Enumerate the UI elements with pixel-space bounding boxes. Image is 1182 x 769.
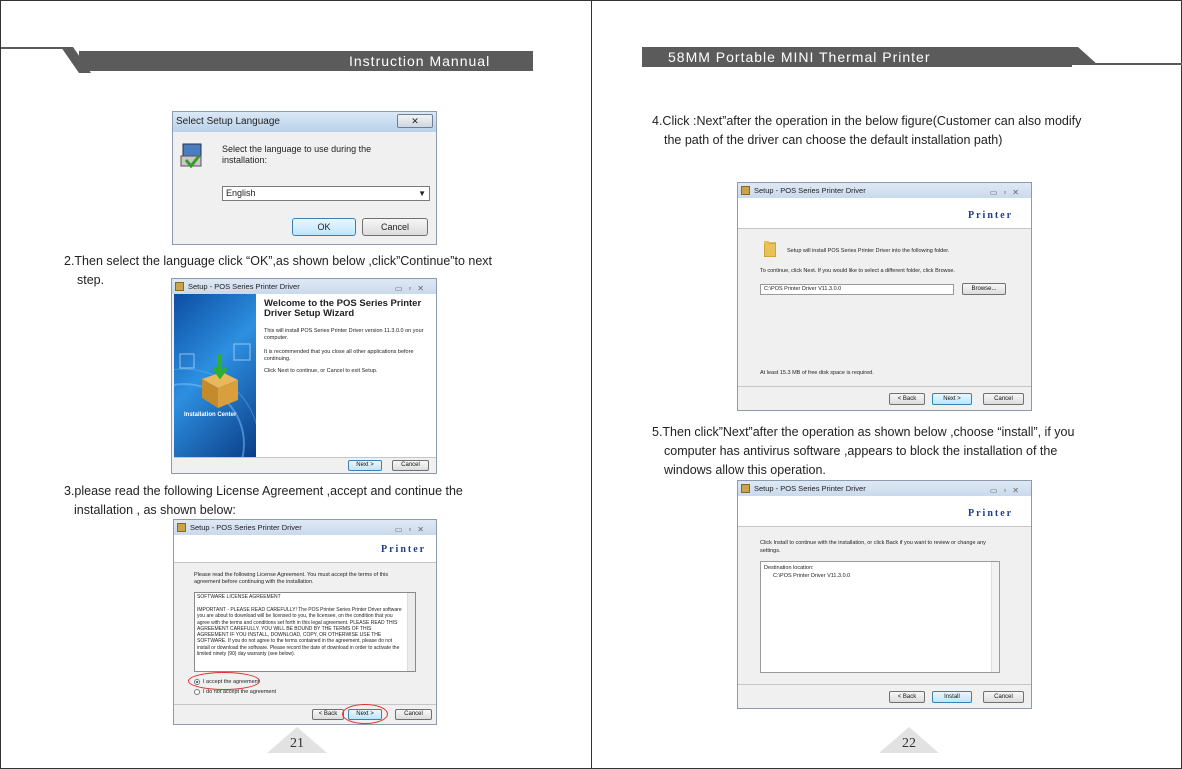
- welcome-heading: Welcome to the POS Series Printer Driver Setup Wizard: [264, 298, 422, 319]
- step-2-line-1: 2.Then select the language click “OK”,as shown below ,click”Continue”to next: [64, 254, 492, 268]
- license-textbox[interactable]: [194, 592, 416, 672]
- page-number-22: [879, 727, 939, 755]
- divider: [738, 228, 1031, 229]
- step-3-line-1: 3.please read the following License Agreement ,accept and continue the: [64, 484, 463, 498]
- folder-dialog-title: Setup - POS Series Printer Driver: [754, 186, 866, 195]
- close-icon[interactable]: ✕: [397, 114, 433, 128]
- back-button[interactable]: < Back: [889, 691, 925, 703]
- select-language-dialog: [172, 111, 437, 245]
- step-5-line-3: windows allow this operation.: [664, 463, 826, 477]
- step-4-line-1: 4.Click :Next”after the operation in the below figure(Customer can also modify: [652, 114, 1082, 128]
- step-2-line-2: step.: [77, 273, 105, 287]
- destination-label: Destination location:: [764, 565, 814, 571]
- divider: [738, 526, 1031, 527]
- back-button[interactable]: < Back: [889, 393, 925, 405]
- ready-msg: Click Install to continue with the installation, or click Back if you want to review or change any settings.: [760, 540, 986, 554]
- welcome-para-2: It is recommended that you close all other applications before continuing.: [264, 349, 414, 362]
- welcome-dialog-titlebar: [172, 279, 436, 294]
- divider: [174, 562, 436, 563]
- license-dialog: [173, 519, 437, 725]
- highlight-circle: [188, 672, 260, 690]
- welcome-dialog: [171, 278, 437, 474]
- back-button[interactable]: < Back: [312, 709, 344, 720]
- page-number-21: [267, 727, 327, 755]
- folder-dialog: [737, 182, 1032, 411]
- cancel-button[interactable]: Cancel: [983, 691, 1024, 703]
- window-controls-icon[interactable]: ▭▫✕: [394, 525, 430, 534]
- language-prompt: Select the language to use during the installation:: [222, 144, 372, 165]
- folder-icon: [764, 241, 776, 257]
- destination-path: C:\POS Printer Driver V11.3.0.0: [773, 573, 851, 579]
- language-select-value: English: [226, 188, 256, 198]
- setup-icon: [180, 142, 204, 170]
- install-folder-msg: Setup will install POS Series Printer Driver into the following folder.: [787, 248, 950, 254]
- welcome-para-1: This will install POS Series Printer Driver version 11.3.0.0 on your computer.: [264, 328, 424, 341]
- ready-dialog-title: Setup - POS Series Printer Driver: [754, 484, 866, 493]
- welcome-para-3: Click Next to continue, or Cancel to exit Setup.: [264, 368, 378, 374]
- license-scrollbar[interactable]: [407, 593, 415, 671]
- printer-brand-logo: Printer: [381, 544, 427, 555]
- cancel-button[interactable]: Cancel: [395, 709, 432, 720]
- next-button[interactable]: Next >: [932, 393, 972, 405]
- cancel-button[interactable]: Cancel: [362, 218, 428, 236]
- setup-app-icon: [741, 484, 750, 493]
- ready-dialog-titlebar: [738, 481, 1031, 496]
- step-5-line-2: computer has antivirus software ,appears to block the installation of the: [664, 444, 1058, 458]
- welcome-dialog-title: Setup - POS Series Printer Driver: [188, 282, 300, 291]
- window-controls-icon[interactable]: ▭▫✕: [394, 284, 430, 293]
- divider: [174, 704, 436, 705]
- wizard-side-panel: [174, 294, 256, 457]
- language-dialog-title: Select Setup Language: [176, 116, 280, 127]
- step-3-text: [64, 482, 544, 520]
- installation-center-label: Installation Center: [184, 412, 237, 418]
- step-5-text: [652, 423, 1172, 480]
- page-number-text: 22: [902, 736, 916, 751]
- step-4-line-2: the path of the driver can choose the default installation path): [664, 133, 1003, 147]
- continue-msg: To continue, click Next. If you would like to select a different folder, click Browse.: [760, 268, 955, 274]
- folder-dialog-titlebar: [738, 183, 1031, 198]
- license-dialog-title: Setup - POS Series Printer Driver: [190, 523, 302, 532]
- install-button[interactable]: Install: [932, 691, 972, 703]
- ok-button[interactable]: OK: [292, 218, 356, 236]
- cancel-button[interactable]: Cancel: [983, 393, 1024, 405]
- chevron-down-icon: ▼: [418, 189, 426, 198]
- setup-app-icon: [177, 523, 186, 532]
- setup-app-icon: [175, 282, 184, 291]
- divider: [174, 457, 436, 458]
- decline-radio-label: I do not accept the agreement: [203, 689, 277, 695]
- divider: [738, 684, 1031, 685]
- printer-brand-logo: Printer: [968, 508, 1014, 519]
- wizard-graphic: [174, 294, 256, 457]
- accept-radio-label: I accept the agreement: [203, 679, 260, 685]
- highlight-circle: [342, 704, 388, 724]
- browse-button[interactable]: Browse...: [962, 283, 1006, 295]
- window-controls-icon[interactable]: ▭▫✕: [989, 188, 1025, 197]
- printer-brand-logo: Printer: [968, 210, 1014, 221]
- step-3-line-2: installation , as shown below:: [74, 503, 236, 517]
- right-page: [591, 0, 1182, 769]
- license-body: IMPORTANT - PLEASE READ CAREFULLY! The POS Printer Series Printer Driver software you are about to download will be licensed to you, the licensee, on the condition that you agree with the terms and conditions set forth in this legal agreement. PLEASE READ THIS AGREEMENT CAREFULLY. YOU WILL BE BOUND BY THE TERMS OF THIS AGREEMENT IF YOU INSTALL, DOWNLOAD, COPY, OR OTHERWISE USE THE SOFTWARE. If you do not agree to the terms contained in the agreement, please do not install or download the software. Please record the date of download in order to activate the limited ninety (90) day warranty (see below).: [197, 607, 402, 658]
- header-rule: [1088, 63, 1182, 65]
- next-button[interactable]: Next >: [348, 709, 382, 720]
- setup-app-icon: [741, 186, 750, 195]
- ready-dialog: [737, 480, 1032, 709]
- license-heading: SOFTWARE LICENSE AGREEMENT: [197, 594, 281, 600]
- next-button[interactable]: Next >: [348, 460, 382, 471]
- radio-empty-icon: [194, 689, 200, 695]
- cancel-button[interactable]: Cancel: [392, 460, 429, 471]
- step-5-line-1: 5.Then click”Next”after the operation as shown below ,choose “install”, if you: [652, 425, 1075, 439]
- disk-space-msg: At least 15.3 MB of free disk space is required.: [760, 370, 874, 376]
- license-intro: Please read the following License Agreement. You must accept the terms of this agreement before continuing with the installation.: [194, 572, 389, 585]
- summary-box[interactable]: [760, 561, 1000, 673]
- window-controls-icon[interactable]: ▭▫✕: [989, 486, 1025, 495]
- manual-header: Instruction Mannual: [79, 51, 533, 71]
- install-path-input[interactable]: C:\POS Printer Driver V11.3.0.0: [760, 284, 954, 295]
- step-4-text: [652, 112, 1172, 150]
- language-dialog-titlebar: [173, 112, 436, 132]
- product-header: 58MM Portable MINI Thermal Printer: [642, 47, 1072, 67]
- summary-scrollbar[interactable]: [991, 562, 999, 672]
- language-select[interactable]: [222, 186, 430, 201]
- divider: [738, 386, 1031, 387]
- page-number-text: 21: [290, 736, 304, 751]
- license-dialog-titlebar: [174, 520, 436, 535]
